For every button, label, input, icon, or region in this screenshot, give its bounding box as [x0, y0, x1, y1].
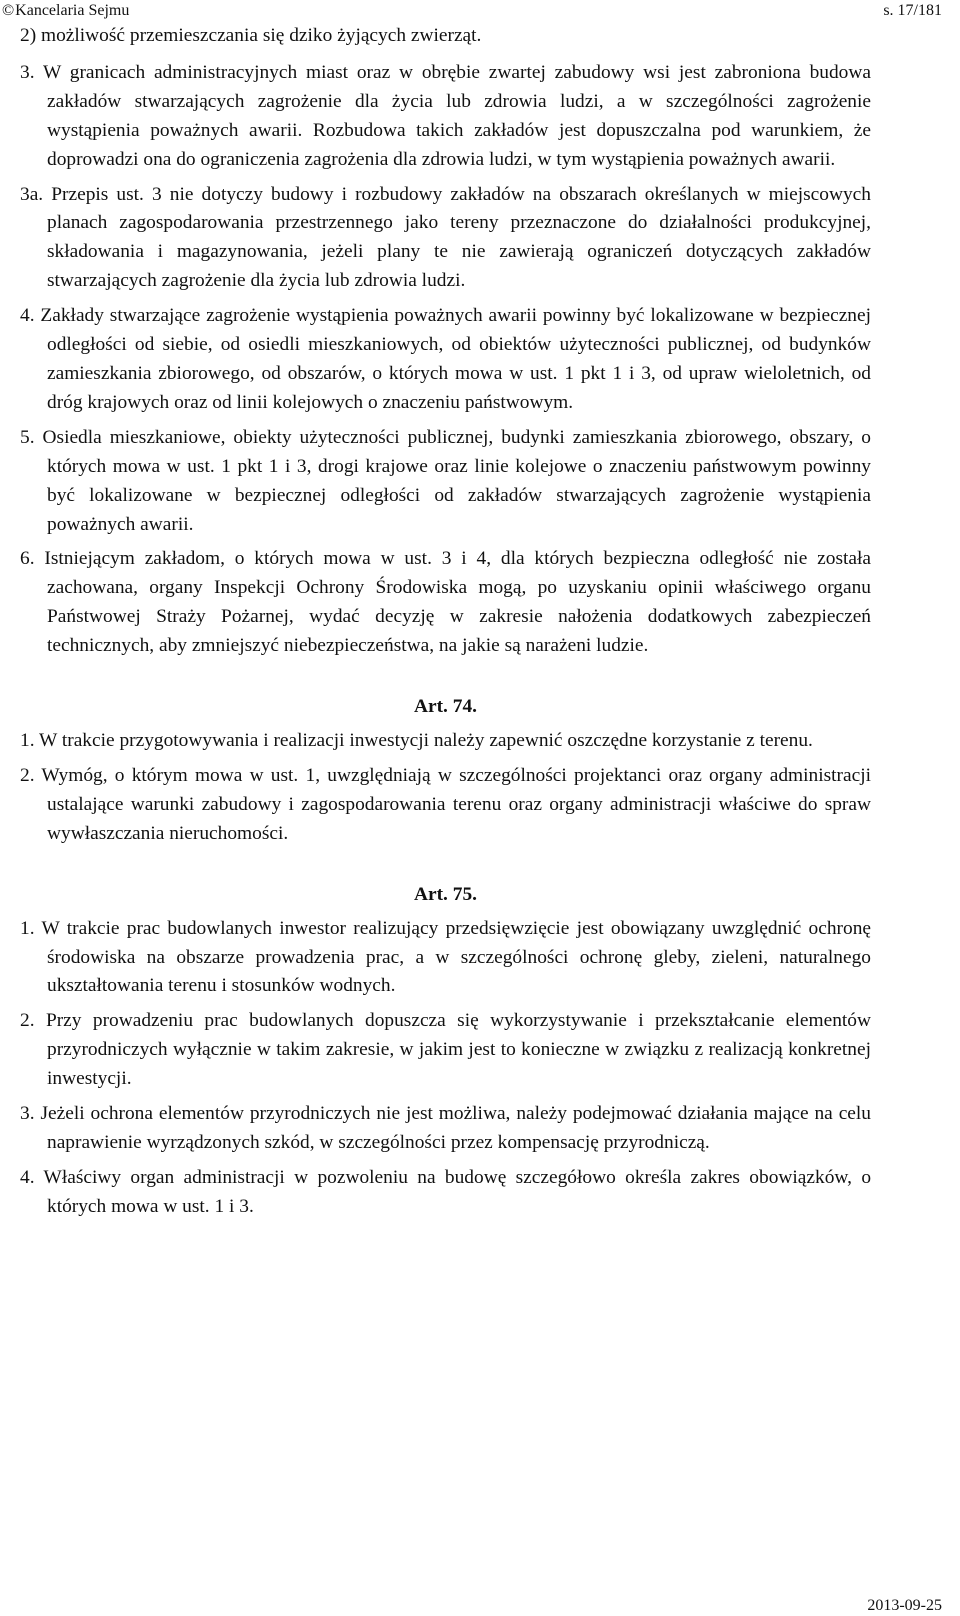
item-number: 2): [20, 25, 37, 46]
item-number: 6.: [20, 548, 35, 570]
art75-item-3: [20, 1100, 871, 1158]
item-text: W granicach administracyjnych miast oraz w obrębie zwartej zabudowy wsi jest zabroniona budowa zakładów stwarzających zagrożenie dla życia lub zdrowia ludzi, a w szczególności zagrożenie wystąpienia poważnych awarii. Rozbudowa takich zakładów jest dopuszczalna pod warunkiem, że doprowadzi ona do ograniczenia zagrożenia dla zdrowia ludzi, w tym wystąpienia poważnych awarii.: [43, 61, 871, 170]
item-text: W trakcie prac budowlanych inwestor realizujący przedsięwzięcie jest obowiązany uwzględnić ochronę środowiska na obszarze prowadzenia prac, a w szczególności ochronę gleby, zieleni, naturalnego ukształtowania terenu i stosunków wodnych.: [41, 917, 871, 997]
item-number: 1.: [20, 730, 35, 752]
paragraph-6: [20, 545, 871, 661]
item-number: 4.: [20, 305, 35, 327]
item-number: 1.: [20, 917, 35, 939]
art74-item-2: [20, 762, 871, 849]
item-text: Wymóg, o którym mowa w ust. 1, uwzględniają w szczególności projektanci oraz organy administracji ustalające warunki zabudowy i zagospodarowania terenu oraz organy administracji właściwe do spraw wywłaszczania nieruchomości.: [41, 764, 871, 844]
copyright-symbol: ©: [2, 2, 15, 19]
item-text: Istniejącym zakładom, o których mowa w ust. 3 i 4, dla których bezpieczna odległość nie została zachowana, organy Inspekcji Ochrony Środowiska mogą, po uzyskaniu opinii właściwego organu Państwowej Straży Pożarnej, wydać decyzję w zakresie nałożenia dodatkowych zabezpieczeń technicznych, aby zmniejszyć niebezpieczeństwa, na jakie są narażeni ludzie.: [44, 548, 871, 657]
art75-item-4: [20, 1164, 871, 1222]
page-number: s. 17/181: [883, 2, 942, 19]
item-text: Przy prowadzeniu prac budowlanych dopuszcza się wykorzystywanie i przekształcanie elementów przyrodniczych wyłącznie w takim zakresie, w jakim jest to konieczne w związku z realizacją konkretnej inwestycji.: [45, 1010, 871, 1090]
item-text: Osiedla mieszkaniowe, obiekty użyteczności publicznej, budynki zamieszkania zbiorowego, obszary, o których mowa w ust. 1 pkt 1 i 3, drogi krajowe oraz linie kolejowe o znaczeniu państwowym powinny być lokalizowane w bezpiecznej odległości od zakładów stwarzających zagrożenie wystąpienia poważnych awarii.: [42, 426, 871, 535]
item-text: Zakłady stwarzające zagrożenie wystąpienia poważnych awarii powinny być lokalizowane w bezpiecznej odległości od siebie, od osiedli mieszkaniowych, od obiektów użyteczności publicznej, od budynków zamieszkania zbiorowego, od obszarów, o których mowa w ust. 1 pkt 1 i 3, od upraw wieloletnich, od dróg krajowych oraz od linii kolejowych o znaczeniu państwowym.: [40, 305, 871, 413]
item-number: 2.: [20, 764, 35, 786]
source-name: Kancelaria Sejmu: [15, 2, 130, 19]
item-text: Przepis ust. 3 nie dotyczy budowy i rozbudowy zakładów na obszarach określanych w miejscowych planach zagospodarowania przestrzennego jako tereny przeznaczone do działalności produkcyjnej, składowania i magazynowania, jeżeli plany te nie zawierają ograniczeń dotyczących zakładów stwarzających zagrożenie dla życia lub zdrowia ludzi.: [47, 183, 871, 292]
paragraph-5: [20, 424, 871, 540]
article-74-title: Art. 74.: [413, 696, 477, 718]
item-number: 2.: [20, 1010, 35, 1032]
art74-item-1: [20, 727, 871, 756]
paragraph-3a: [20, 181, 871, 297]
paragraph-3: [20, 59, 871, 175]
page-header: [0, 0, 960, 22]
paragraph-4: [20, 302, 871, 418]
item-number: 3a.: [20, 183, 44, 205]
document-body: [20, 22, 871, 1228]
item-text: Jeżeli ochrona elementów przyrodniczych nie jest możliwa, należy podejmować działania mające na celu naprawienie wyrządzonych szkód, w szczególności przez kompensację przyrodniczą.: [40, 1103, 871, 1153]
article-75-title: Art. 75.: [413, 883, 477, 905]
art75-item-1: [20, 915, 871, 1002]
art75-item-2: [20, 1007, 871, 1094]
item-text: możliwość przemieszczania się dziko żyjących zwierząt.: [41, 25, 482, 46]
item-number: 4.: [20, 1166, 35, 1188]
list-item: [20, 22, 871, 51]
header-source: [2, 0, 129, 22]
item-number: 3.: [20, 61, 35, 83]
item-text: Właściwy organ administracji w pozwoleniu na budowę szczegółowo określa zakres obowiązków, o których mowa w ust. 1 i 3.: [43, 1166, 872, 1217]
item-text: W trakcie przygotowywania i realizacji inwestycji należy zapewnić oszczędne korzystanie z terenu.: [39, 730, 813, 752]
item-number: 5.: [20, 426, 35, 448]
page-footer-date: 2013-09-25: [867, 1597, 942, 1614]
item-number: 3.: [20, 1103, 35, 1125]
